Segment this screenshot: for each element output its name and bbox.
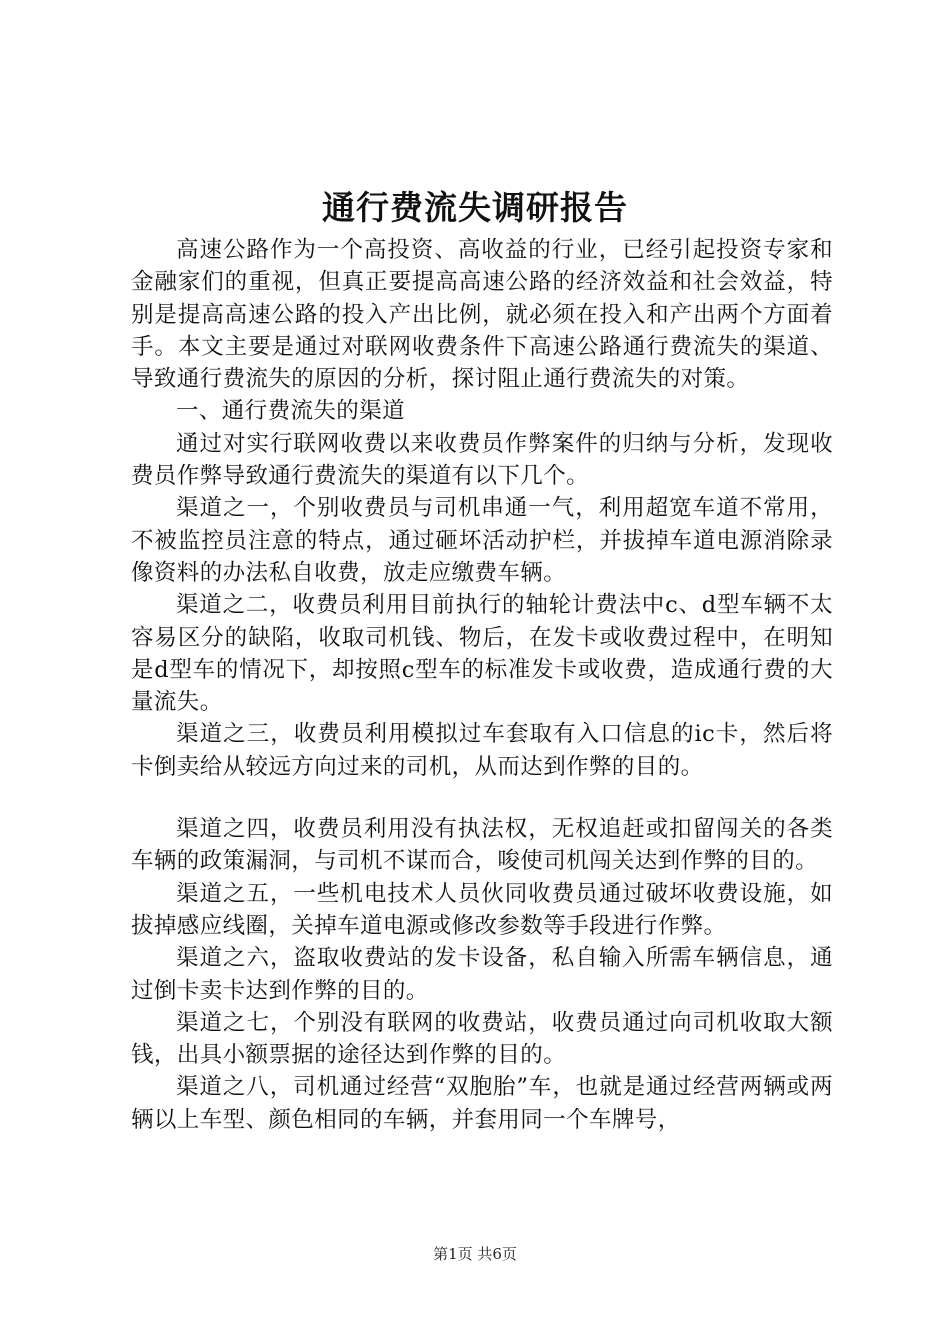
section-heading: 一、通行费流失的渠道: [176, 398, 406, 425]
body-paragraph: 通过对实行联网收费以来收费员作弊案件的归纳与分析，发现收费员作弊导致通行费流失的渠道有以下几个。: [131, 430, 833, 490]
body-paragraph: 渠道之一，个别收费员与司机串通一气，利用超宽车道不常用，不被监控员注意的特点，通过砸坏活动护栏，并拔掉车道电源消除录像资料的办法私自收费，放走应缴费车辆。: [131, 495, 833, 586]
intro-paragraph: 高速公路作为一个高投资、高收益的行业，已经引起投资专家和金融家们的重视，但真正要提高高速公路的经济效益和社会效益，特别是提高高速公路的投入产出比例，就必须在投入和产出两个方面着手。本文主要是通过对联网收费条件下高速公路通行费流失的渠道、导致通行费流失的原因的分析，探讨阻止通行费流失的对策。: [131, 237, 833, 393]
body-paragraph: 渠道之三，收费员利用模拟过车套取有入口信息的ic卡，然后将卡倒卖给从较远方向过来的司机，从而达到作弊的目的。: [131, 721, 833, 780]
body-paragraph: 渠道之六，盗取收费站的发卡设备，私自输入所需车辆信息，通过倒卡卖卡达到作弊的目的。: [131, 945, 833, 1004]
body-paragraph: 渠道之四，收费员利用没有执法权，无权追赶或扣留闯关的各类车辆的政策漏洞，与司机不谋而合，唆使司机闯关达到作弊的目的。: [131, 816, 833, 875]
document-body: [131, 234, 833, 1136]
document-title: 通行费流失调研报告: [322, 188, 628, 227]
body-paragraph: 渠道之八，司机通过经营“双胞胎”车，也就是通过经营两辆或两辆以上车型、颜色相同的车辆，并套用同一个车牌号，: [131, 1074, 833, 1133]
body-paragraph: 渠道之二，收费员利用目前执行的轴轮计费法中c、d型车辆不太容易区分的缺陷，收取司机钱、物后，在发卡或收费过程中，在明知是d型车的情况下，却按照c型车的标准发卡或收费，造成通行费的大量流失。: [131, 592, 833, 716]
body-paragraph: 渠道之七，个别没有联网的收费站，收费员通过向司机收取大额钱，出具小额票据的途径达到作弊的目的。: [131, 1009, 833, 1069]
page-number-footer: 第1页 共6页: [433, 1245, 517, 1263]
body-paragraph: 渠道之五，一些机电技术人员伙同收费员通过破坏收费设施，如拔掉感应线圈，关掉车道电源或修改参数等手段进行作弊。: [131, 880, 833, 939]
